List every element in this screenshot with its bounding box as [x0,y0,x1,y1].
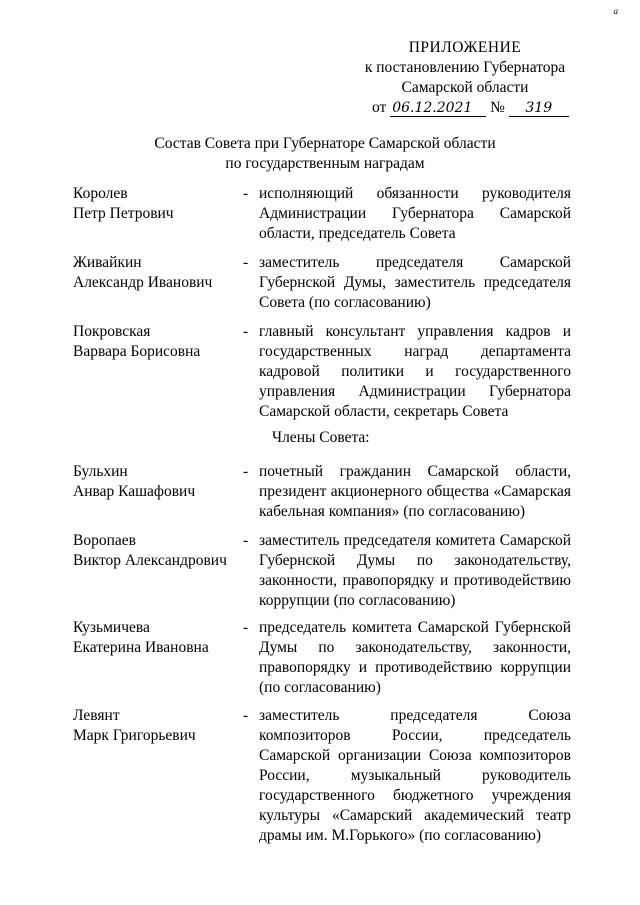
person-surname: Покровская [73,323,151,340]
person-role: исполняющий обязанности руководителя Администрации Губернатора Самарской области, председатель Совета [259,185,571,242]
person-name [73,706,243,746]
person-given-names: Анвар Кашафович [73,483,196,500]
appendix-block [340,38,590,118]
person-role: председатель комитета Самарской Губернской Думы по законодательству, законности, правопорядку и противодействию коррупции (по согласованию) [259,619,571,696]
person-surname: Бульхин [73,463,128,480]
document-title [60,134,590,174]
title-line-1: Состав Совета при Губернаторе Самарской области [154,135,496,152]
entry-dash: - [243,532,249,549]
person-surname: Левянт [73,707,120,724]
person-given-names: Петр Петрович [73,205,174,222]
person-name [73,184,243,224]
person-role: заместитель председателя Союза композиторов России, председатель Самарской организации Союза композиторов России, музыкальный руководитель государственного бюджетного учреждения культуры «Самарский академический театр драмы им. М.Горького» (по согласованию) [259,707,571,844]
person-name [73,531,243,571]
person-role: главный консультант управления кадров и государственных наград департамента кадровой политики и государственного управления Администрации Губернатора Самарской области, секретарь Совета [259,323,571,420]
person-role: почетный гражданин Самарской области, президент акционерного общества «Самарская кабельная компания» (по согласованию) [259,463,571,520]
entry-dash: - [243,463,249,480]
number-prefix: № [490,99,505,116]
title-line-2: по государственным наградам [225,155,425,172]
members-heading: Члены Совета: [272,429,370,446]
appendix-line-2: Самарской области [401,79,529,96]
person-name [73,462,243,502]
corner-mark: а [613,6,618,16]
person-given-names: Варвара Борисовна [73,343,201,360]
entry-dash: - [243,254,249,271]
appendix-heading: ПРИЛОЖЕНИЕ [408,39,522,56]
date-prefix: от [372,99,387,116]
person-role: заместитель председателя Самарской Губернской Думы, заместитель председателя Совета (по согласованию) [259,254,571,311]
person-surname: Кузьмичева [73,619,150,636]
entry-dash: - [243,707,249,724]
appendix-line-1: к постановлению Губернатора [364,59,566,76]
entry-dash: - [243,619,249,636]
person-role: заместитель председателя комитета Самарской Губернской Думы по законодательству, законности, правопорядку и противодействию коррупции (по согласованию) [259,532,571,609]
handwritten-date: 06.12.2021 [390,100,486,117]
handwritten-number: 319 [509,100,569,117]
person-surname: Воропаев [73,532,136,549]
person-given-names: Екатерина Ивановна [73,639,209,656]
person-given-names: Виктор Александрович [73,552,227,569]
person-given-names: Марк Григорьевич [73,727,196,744]
person-surname: Живайкин [73,254,142,271]
entry-dash: - [243,185,249,202]
person-surname: Королев [73,185,128,202]
appendix-dateline [340,98,590,118]
person-name [73,322,243,362]
person-name [73,618,243,658]
entry-dash: - [243,323,249,340]
person-given-names: Александр Иванович [73,274,213,291]
person-name [73,253,243,293]
